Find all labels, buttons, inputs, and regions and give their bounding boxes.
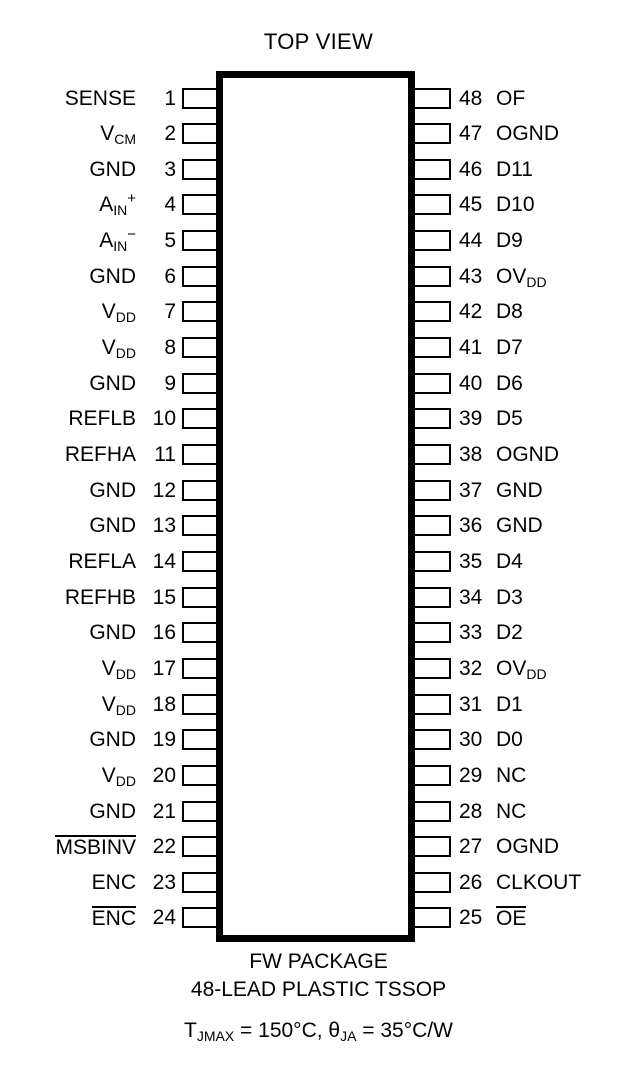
package-type-caption: 48-LEAD PLASTIC TSSOP — [190, 978, 447, 1001]
pin-3 — [0, 156, 222, 182]
pin-label-base: REFHA — [64, 443, 136, 466]
pin-32 — [411, 655, 637, 681]
pin-label — [496, 587, 523, 608]
pin-number: 17 — [152, 656, 176, 680]
pin-11 — [0, 442, 222, 468]
pin-label-subscript: DD — [115, 345, 136, 362]
pin-number: 19 — [152, 728, 176, 752]
pin-label — [496, 480, 543, 501]
pin-4 — [0, 192, 222, 218]
pin-label-base: ENC — [91, 870, 136, 894]
pin-label-text — [496, 372, 523, 395]
pin-number: 45 — [459, 193, 483, 217]
pin-33 — [411, 620, 637, 646]
pin-label-text — [496, 158, 533, 181]
pin-10 — [0, 406, 222, 432]
pin-label — [496, 230, 523, 251]
pin-label-text — [496, 514, 543, 537]
pin-label-base: CLKOUT — [496, 870, 582, 894]
pin-lead — [411, 801, 451, 822]
pin-9 — [0, 370, 222, 396]
pin-47 — [411, 121, 637, 147]
pin-label-base: D5 — [496, 407, 523, 431]
pin-label — [92, 872, 136, 893]
pin-number: 15 — [152, 585, 176, 609]
pin-label — [496, 88, 525, 109]
pin-label-subscript: DD — [526, 273, 547, 290]
pin-label-base: D1 — [496, 692, 523, 716]
pin-label-text — [102, 657, 136, 680]
package-name-caption: FW PACKAGE — [249, 950, 388, 973]
pin-label-base: NC — [496, 799, 527, 823]
pin-number: 5 — [164, 229, 176, 253]
pin-number: 37 — [459, 478, 483, 502]
pin-number: 4 — [164, 193, 176, 217]
pin-label — [496, 872, 581, 893]
pin-label-text — [65, 586, 136, 609]
pin-16 — [0, 620, 222, 646]
pin-number: 20 — [152, 763, 176, 787]
pin-label-text — [496, 122, 559, 145]
pin-12 — [0, 477, 222, 503]
pin-8 — [0, 335, 222, 361]
pin-number: 11 — [154, 443, 176, 466]
pin-number: 12 — [152, 478, 176, 502]
pin-label-base: V — [100, 122, 115, 146]
pin-label-base: OGND — [496, 443, 559, 466]
pin-lead — [411, 444, 451, 465]
pin-28 — [411, 798, 637, 824]
pin-6 — [0, 263, 222, 289]
pin-number: 33 — [459, 621, 483, 645]
pin-29 — [411, 762, 637, 788]
pin-1 — [0, 85, 222, 111]
pin-label-text — [496, 407, 523, 430]
pin-label — [496, 444, 559, 465]
pin-lead — [411, 230, 451, 251]
pin-label-text — [496, 800, 526, 823]
pin-label-base: REFLA — [68, 549, 136, 573]
pin-31 — [411, 691, 637, 717]
pin-label-base: ENC — [91, 907, 136, 931]
pin-label — [496, 729, 523, 750]
pin-number: 39 — [459, 407, 483, 431]
package-body-outline — [216, 71, 415, 942]
pin-label — [101, 300, 136, 326]
pin-35 — [411, 548, 637, 574]
pin-label — [496, 301, 523, 322]
pin-label — [496, 656, 547, 682]
pin-number: 29 — [459, 763, 483, 787]
pin-lead — [411, 907, 451, 928]
pin-number: 25 — [459, 906, 483, 930]
pin-number: 35 — [459, 549, 483, 573]
pin-label-text — [89, 265, 136, 288]
pin-label-base: GND — [89, 799, 136, 823]
pin-label-base: D4 — [496, 549, 523, 573]
pin-label-base: A — [99, 193, 114, 217]
pin-14 — [0, 548, 222, 574]
pin-label — [68, 551, 136, 572]
pin-label — [89, 515, 136, 536]
pin-44 — [411, 228, 637, 254]
pin-number: 14 — [152, 549, 176, 573]
pin-label-text — [65, 443, 136, 466]
pin-label — [89, 373, 136, 394]
pin-label-base: D11 — [496, 157, 533, 181]
pin-label-text — [89, 728, 136, 751]
pin-5 — [0, 228, 222, 254]
pin-label — [65, 88, 136, 109]
pin-label-base: GND — [89, 264, 136, 288]
pin-label-base: D3 — [496, 585, 523, 609]
pin-lead — [411, 551, 451, 572]
pin-label — [496, 337, 523, 358]
pin-label-subscript: IN — [113, 202, 128, 219]
pin-number: 31 — [459, 692, 483, 716]
pin-label-text — [68, 407, 136, 430]
pin-number: 22 — [152, 835, 176, 859]
pin-number: 46 — [459, 157, 483, 181]
pin-label-text — [92, 871, 136, 894]
pin-label-base: GND — [89, 514, 136, 538]
pin-label-base: D10 — [496, 193, 535, 217]
pin-label-text — [496, 265, 547, 288]
pin-34 — [411, 584, 637, 610]
pin-label-base: A — [99, 229, 114, 253]
pin-label-text — [496, 336, 523, 359]
pin-label-text — [99, 190, 136, 219]
pin-number: 40 — [459, 371, 483, 395]
pin-label — [101, 763, 136, 789]
pin-label-base: OF — [496, 86, 526, 110]
pin-label-superscript: + — [127, 190, 136, 208]
pin-label-base: D0 — [496, 728, 523, 752]
pin-label-text — [496, 621, 523, 644]
pin-label-text — [496, 586, 523, 609]
pin-36 — [411, 513, 637, 539]
pin-label-subscript: DD — [526, 665, 547, 682]
pin-label-text — [496, 835, 559, 858]
pin-lead — [411, 159, 451, 180]
pin-number: 32 — [459, 656, 483, 680]
pin-43 — [411, 263, 637, 289]
pin-label — [496, 408, 523, 429]
pin-label-base: OV — [496, 656, 527, 680]
pin-number: 3 — [164, 157, 176, 181]
pin-label-text — [102, 764, 136, 787]
pin-label — [496, 694, 523, 715]
pin-label-base: D7 — [496, 336, 523, 360]
pin-label — [89, 729, 136, 750]
pin-number: 7 — [164, 300, 176, 324]
pin-lead — [411, 658, 451, 679]
pin-number: 41 — [459, 336, 483, 360]
pin-lead — [411, 266, 451, 287]
pin-label — [101, 336, 136, 362]
pin-label-text — [89, 479, 136, 502]
pin-label-base: V — [101, 656, 116, 680]
pin-39 — [411, 406, 637, 432]
pin-lead — [411, 729, 451, 750]
pin-number: 42 — [459, 300, 483, 324]
pin-label — [89, 266, 136, 287]
pin-label-subscript: CM — [114, 131, 136, 148]
pin-label — [496, 906, 526, 929]
pin-lead — [411, 765, 451, 786]
pin-label-base: D6 — [496, 371, 523, 395]
pin-label — [496, 515, 543, 536]
pin-23 — [0, 869, 222, 895]
pin-number: 9 — [164, 371, 176, 395]
pin-label-text — [100, 122, 136, 148]
pin-17 — [0, 655, 222, 681]
pin-42 — [411, 299, 637, 325]
pin-lead — [411, 872, 451, 893]
pin-label-base: OGND — [496, 835, 559, 859]
pin-number: 47 — [459, 122, 483, 146]
pin-13 — [0, 513, 222, 539]
pin-label-base: OGND — [496, 122, 559, 146]
pin-label-text — [89, 514, 136, 537]
pin-label-subscript: DD — [115, 701, 136, 718]
pin-30 — [411, 727, 637, 753]
pin-2 — [0, 121, 222, 147]
pin-lead — [411, 515, 451, 536]
pin-label-text — [496, 229, 523, 252]
pin-label — [496, 373, 523, 394]
pin-label — [496, 123, 559, 144]
pin-46 — [411, 156, 637, 182]
pin-number: 16 — [152, 621, 176, 645]
pin-label — [92, 906, 136, 929]
pin-label-text — [89, 372, 136, 395]
pin-label-base: D2 — [496, 621, 523, 645]
pin-number: 6 — [164, 264, 176, 288]
pin-label — [496, 194, 535, 215]
thermal-mid: = 150°C, θ — [234, 1019, 341, 1042]
pin-label — [496, 765, 526, 786]
pin-label-subscript: DD — [115, 772, 136, 789]
pin-label-text — [101, 336, 136, 362]
pin-label — [101, 692, 136, 718]
pin-label-base: GND — [89, 157, 136, 181]
pin-label-text — [496, 657, 547, 680]
pin-number: 23 — [152, 870, 176, 894]
pin-label — [99, 226, 136, 255]
pin-label-text — [496, 764, 526, 787]
pin-label-text — [102, 693, 136, 716]
pin-41 — [411, 335, 637, 361]
pin-lead — [411, 123, 451, 144]
pin-label — [101, 656, 136, 682]
pin-40 — [411, 370, 637, 396]
pin-label-text — [496, 443, 559, 466]
thermal-spec-caption — [0, 1019, 637, 1043]
pin-label-text — [89, 800, 136, 823]
pin-label — [100, 122, 136, 148]
pin-number: 26 — [459, 870, 483, 894]
pin-label-base: D8 — [496, 300, 523, 324]
pin-label-base: V — [101, 763, 116, 787]
pin-label — [496, 551, 523, 572]
pin-lead — [411, 301, 451, 322]
pin-label — [496, 159, 533, 180]
pin-label-text — [65, 87, 136, 110]
pin-48 — [411, 85, 637, 111]
thermal-prefix: T — [184, 1019, 197, 1042]
pin-21 — [0, 798, 222, 824]
pin-lead — [411, 408, 451, 429]
pin-number: 38 — [459, 443, 483, 466]
pin-label — [496, 836, 559, 857]
pin-label-superscript: − — [127, 226, 136, 244]
pin-label — [65, 444, 136, 465]
pin-20 — [0, 762, 222, 788]
pin-label — [496, 264, 547, 290]
thermal-suffix: = 35°C/W — [356, 1019, 453, 1042]
pin-lead — [411, 694, 451, 715]
pin-label-base: MSBINV — [55, 836, 136, 860]
pin-label-base: GND — [89, 371, 136, 395]
pin-label-text — [89, 158, 136, 181]
pin-38 — [411, 442, 637, 468]
thermal-sub-ja: JA — [340, 1028, 357, 1044]
pin-number: 10 — [152, 407, 176, 431]
pin-37 — [411, 477, 637, 503]
pin-label-text — [496, 193, 535, 216]
pin-number: 13 — [152, 514, 176, 538]
pin-22 — [0, 834, 222, 860]
pin-label-base: V — [101, 300, 116, 324]
pin-lead — [411, 480, 451, 501]
pin-label-base: GND — [496, 514, 543, 538]
pin-label — [89, 801, 136, 822]
pin-number: 21 — [152, 799, 176, 823]
pin-label — [89, 480, 136, 501]
pin-number: 43 — [459, 264, 483, 288]
pin-number: 28 — [459, 799, 483, 823]
pin-label — [55, 835, 136, 858]
pin-label-subscript: IN — [113, 238, 128, 255]
pin-lead — [411, 587, 451, 608]
pin-number: 24 — [152, 906, 176, 930]
pin-label-base: GND — [89, 478, 136, 502]
pin-label — [99, 190, 136, 219]
pin-45 — [411, 192, 637, 218]
pin-label-text — [496, 550, 523, 573]
pin-label-subscript: DD — [115, 665, 136, 682]
pin-lead — [411, 337, 451, 358]
pin-label-text — [68, 550, 136, 573]
pin-label-text — [89, 621, 136, 644]
pin-24 — [0, 905, 222, 931]
pin-lead — [411, 836, 451, 857]
pin-number: 2 — [164, 122, 176, 146]
pin-number: 36 — [459, 514, 483, 538]
pin-label-base: NC — [496, 763, 527, 787]
pin-label-text — [496, 87, 525, 110]
pin-label-subscript: DD — [115, 309, 136, 326]
pin-label-text — [496, 479, 543, 502]
pin-label — [496, 801, 526, 822]
pin-label-base: V — [101, 692, 116, 716]
pin-label — [89, 159, 136, 180]
pin-number: 1 — [164, 86, 176, 110]
pin-label-base: SENSE — [64, 86, 136, 110]
pin-7 — [0, 299, 222, 325]
pin-lead — [411, 622, 451, 643]
pin-label-text — [101, 300, 136, 326]
pin-25 — [411, 905, 637, 931]
pin-18 — [0, 691, 222, 717]
pin-label-base: REFLB — [68, 407, 136, 431]
pin-number: 48 — [459, 86, 483, 110]
pin-label-text — [496, 871, 581, 894]
pin-label-base: REFHB — [64, 585, 136, 609]
pin-label-base: GND — [89, 728, 136, 752]
pin-label-text — [496, 728, 523, 751]
pin-label — [89, 622, 136, 643]
pin-lead — [411, 194, 451, 215]
pin-label-base: GND — [496, 478, 543, 502]
pin-number: 18 — [152, 692, 176, 716]
pin-label-text — [496, 300, 523, 323]
pin-label-base: OE — [496, 907, 527, 931]
pin-label-text — [496, 693, 523, 716]
pin-number: 8 — [164, 336, 176, 360]
pin-number: 44 — [459, 229, 483, 253]
pin-label-overlined — [91, 906, 136, 931]
pin-label-text — [99, 226, 136, 255]
pin-label — [65, 587, 136, 608]
pin-label-overlined — [55, 835, 136, 860]
pin-lead — [411, 88, 451, 109]
pin-lead — [411, 373, 451, 394]
thermal-sub-jmax: JMAX — [196, 1028, 235, 1044]
pin-label — [68, 408, 136, 429]
pin-label — [496, 622, 523, 643]
pin-number: 34 — [459, 585, 483, 609]
pin-number: 30 — [459, 728, 483, 752]
pin-19 — [0, 727, 222, 753]
pin-27 — [411, 834, 637, 860]
pin-number: 27 — [459, 835, 483, 859]
pin-26 — [411, 869, 637, 895]
top-view-title: TOP VIEW — [263, 29, 374, 54]
pin-15 — [0, 584, 222, 610]
pin-label-base: V — [101, 336, 116, 360]
pin-label-base: D9 — [496, 229, 523, 253]
pin-label-base: OV — [496, 264, 527, 288]
pin-label-base: GND — [89, 621, 136, 645]
pin-label-overlined — [496, 906, 527, 931]
